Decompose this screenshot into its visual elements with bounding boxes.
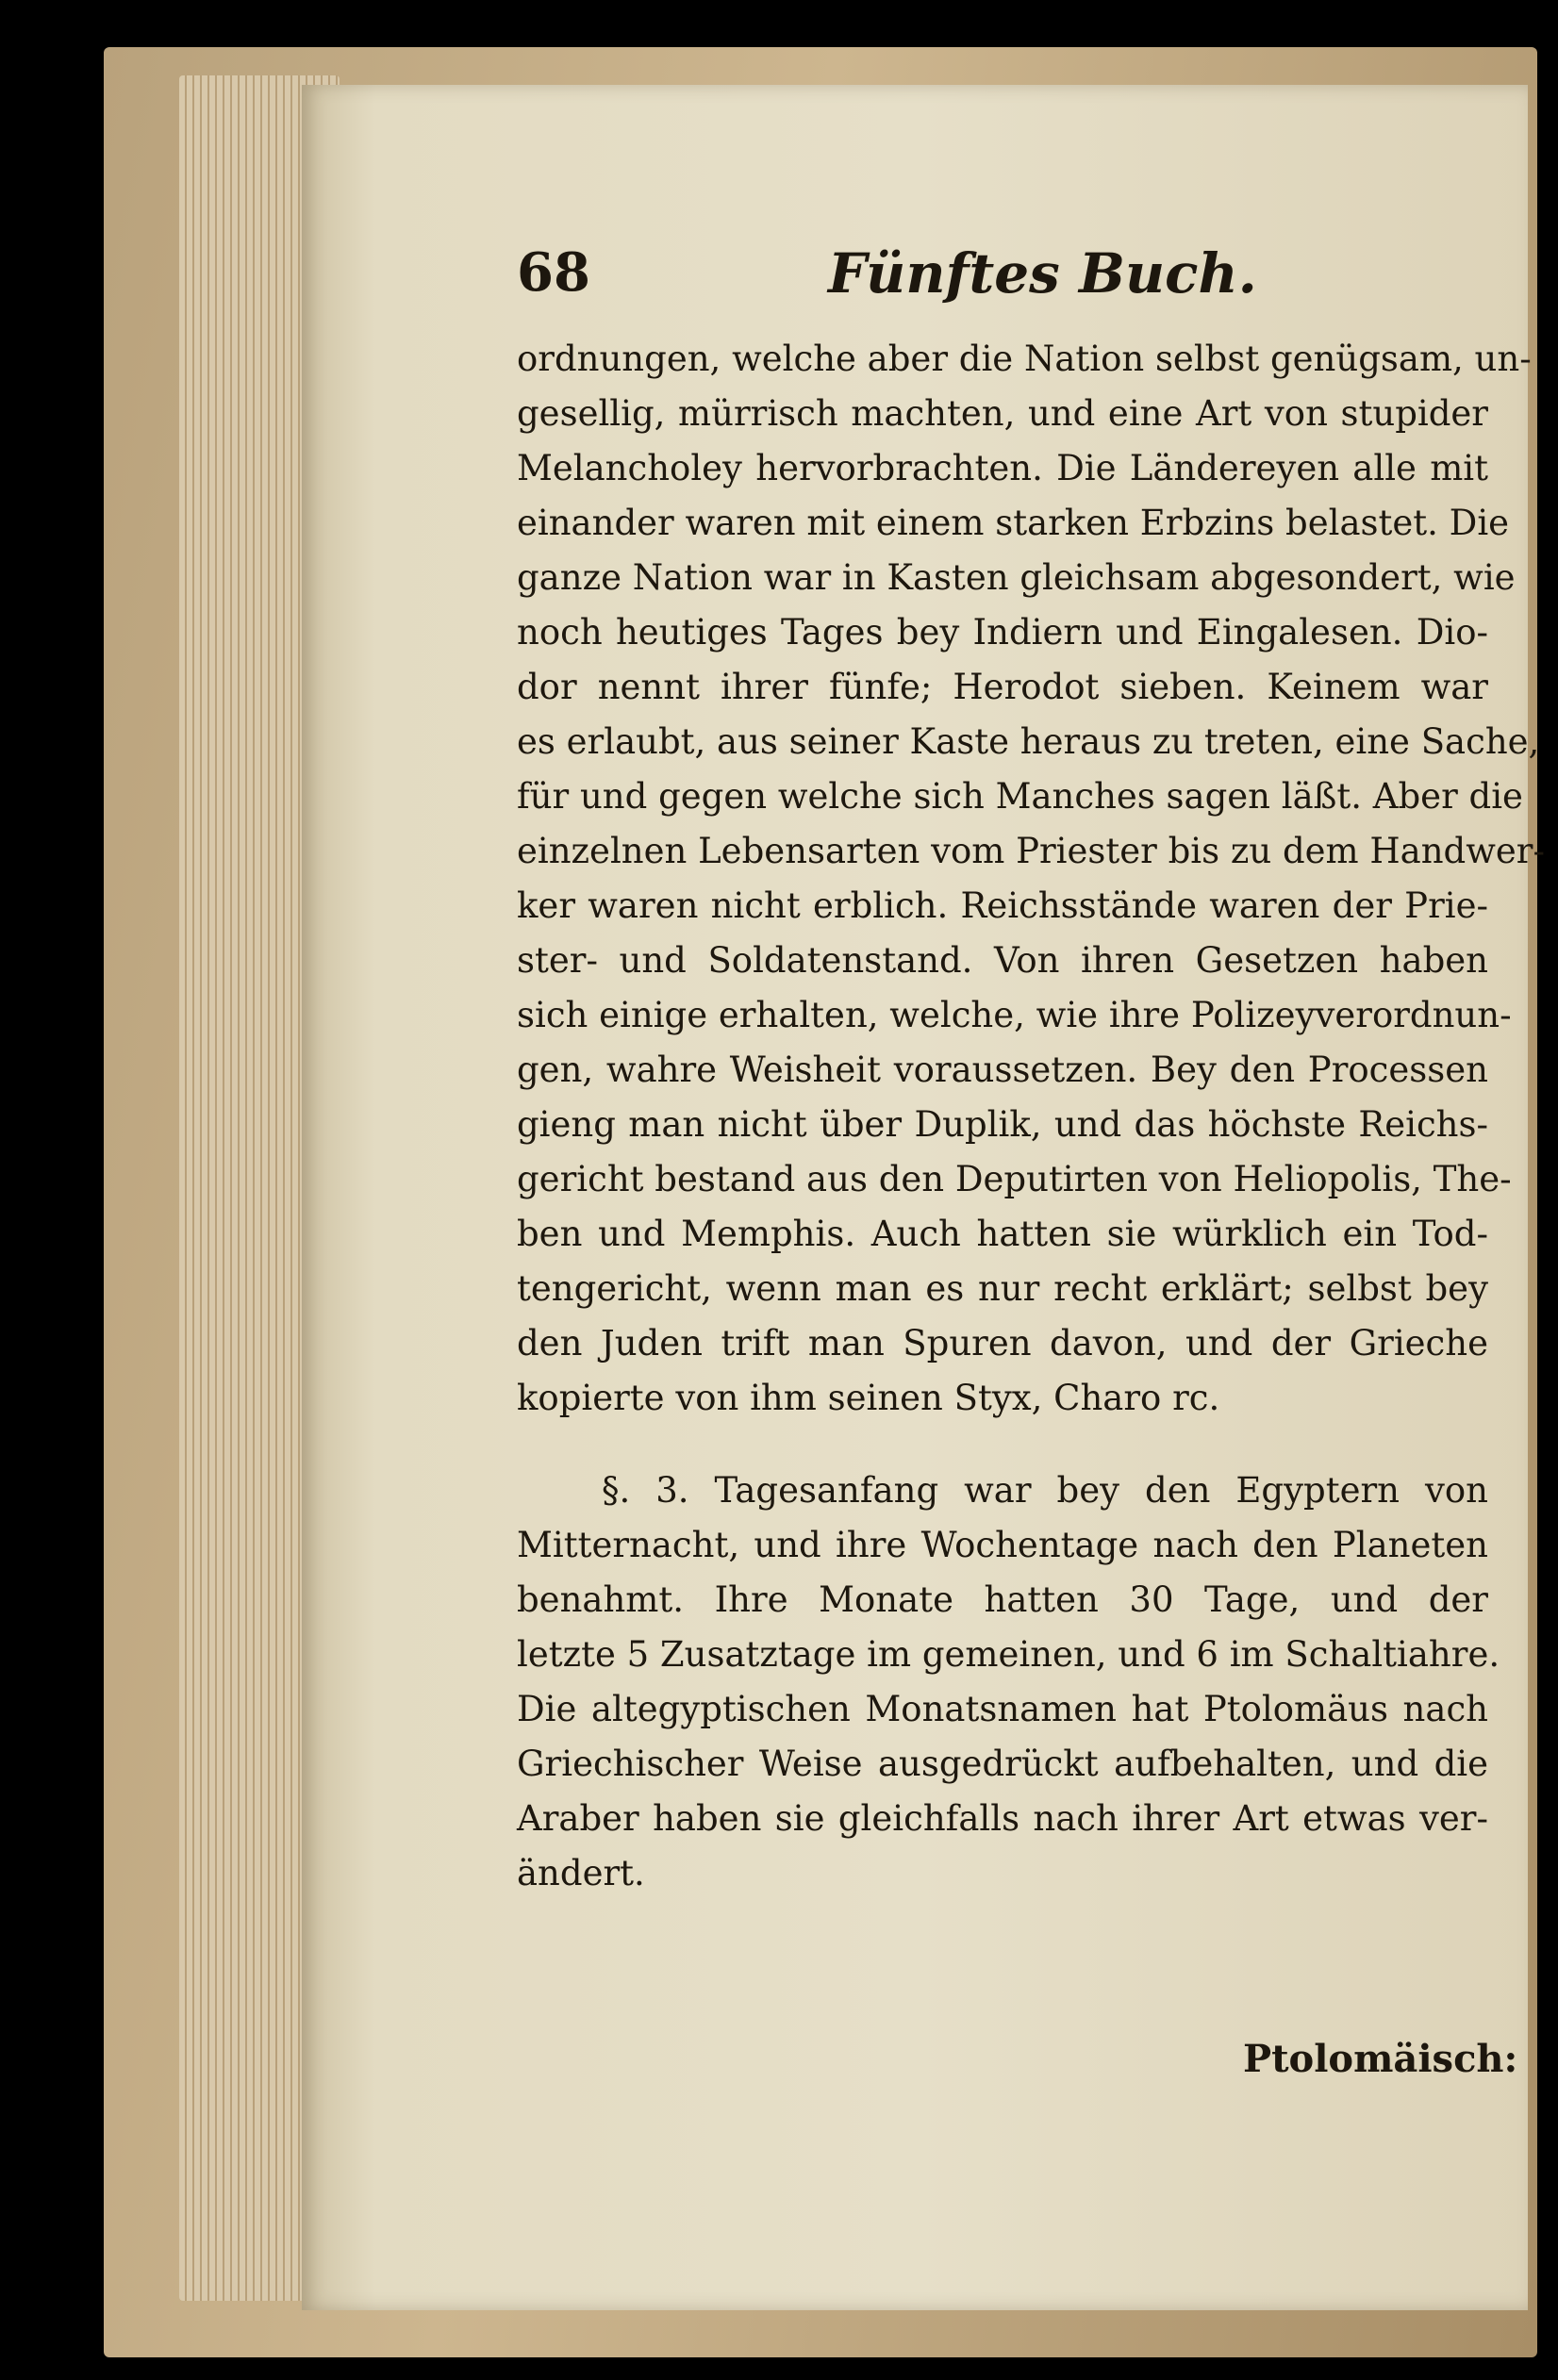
paragraph-2: [517, 1463, 1500, 1901]
text-line: gen, wahre Weisheit voraussetzen. Bey den Processen: [517, 1050, 1488, 1090]
text-line: ben und Memphis. Auch hatten sie würklich ein Tod-: [517, 1214, 1488, 1254]
text-line: Melancholey hervorbrachten. Die Ländereyen alle mit: [517, 448, 1488, 488]
text-line: einzelnen Lebensarten vom Priester bis zu dem Handwer-: [517, 831, 1545, 871]
text-line: es erlaubt, aus seiner Kaste heraus zu treten, eine Sache,: [517, 721, 1540, 762]
text-line: Araber haben sie gleichfalls nach ihrer Art etwas ver-: [517, 1798, 1488, 1839]
text-line: ganze Nation war in Kasten gleichsam abgesondert, wie: [517, 557, 1516, 598]
text-line: noch heutiges Tages bey Indiern und Eingalesen. Dio-: [517, 612, 1488, 653]
text-line: sich einige erhalten, welche, wie ihre Polizeyverordnun-: [517, 995, 1512, 1035]
text-line: Griechischer Weise ausgedrückt aufbehalten, und die: [517, 1744, 1488, 1784]
text-line: für und gegen welche sich Manches sagen läßt. Aber die: [517, 776, 1523, 817]
section-heading-line: §. 3. Tagesanfang war bey den Egyptern von: [602, 1470, 1488, 1511]
text-line: ändert.: [517, 1853, 645, 1893]
text-line: gesellig, mürrisch machten, und eine Art von stupider: [517, 393, 1488, 434]
text-line: ordnungen, welche aber die Nation selbst genügsam, un-: [517, 339, 1532, 379]
text-line: den Juden trift man Spuren davon, und der Grieche: [517, 1323, 1488, 1364]
text-line: gericht bestand aus den Deputirten von Heliopolis, The-: [517, 1159, 1512, 1199]
text-line: Die altegyptischen Monatsnamen hat Ptolomäus nach: [517, 1689, 1488, 1729]
text-line: dor nennt ihrer fünfe; Herodot sieben. Keinem war: [517, 667, 1488, 707]
text-line: gieng man nicht über Duplik, und das höchste Reichs-: [517, 1104, 1488, 1145]
text-line: kopierte von ihm seinen Styx, Charo rc.: [517, 1378, 1220, 1418]
text-line: tengericht, wenn man es nur recht erklärt; selbst bey: [517, 1268, 1488, 1309]
text-line: einander waren mit einem starken Erbzins belastet. Die: [517, 503, 1510, 543]
running-title: Fünftes Buch.: [828, 241, 1257, 306]
text-line: Mitternacht, und ihre Wochentage nach den Planeten: [517, 1525, 1488, 1565]
catchword: Ptolomäisch:: [1243, 2037, 1518, 2081]
text-line: ster- und Soldatenstand. Von ihren Gesetzen haben: [517, 940, 1488, 981]
page-header: [517, 241, 1507, 317]
page-body: [517, 332, 1545, 1901]
text-line: letzte 5 Zusatztage im gemeinen, und 6 im Schaltiahre.: [517, 1634, 1500, 1675]
text-line: ker waren nicht erblich. Reichsstände waren der Prie-: [517, 885, 1488, 926]
paragraph-1: [517, 332, 1545, 1426]
text-line: benahmt. Ihre Monate hatten 30 Tage, und der: [517, 1579, 1488, 1620]
page-number: 68: [517, 241, 590, 304]
